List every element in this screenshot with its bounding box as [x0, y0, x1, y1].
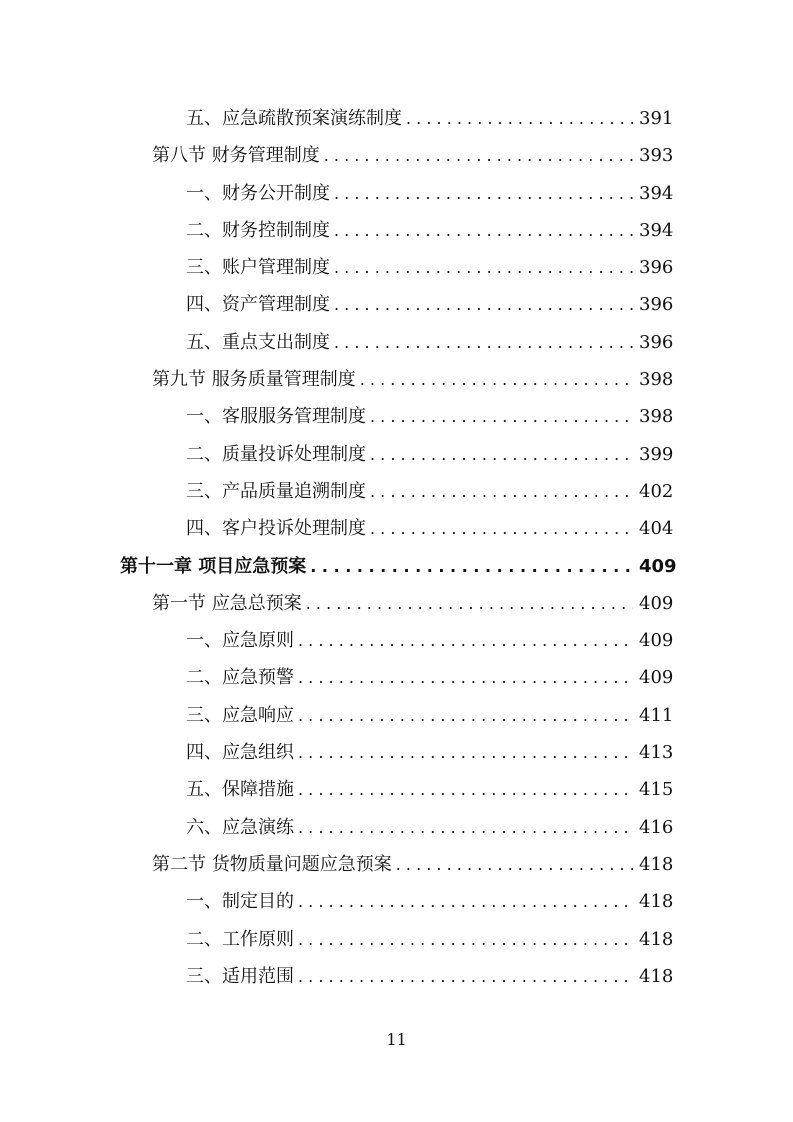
toc-entry-page-number: 398: [639, 406, 674, 428]
toc-entry[interactable]: [0, 398, 793, 435]
toc-dot-leader: [298, 921, 633, 958]
toc-entry-label: 四、应急组织: [186, 742, 294, 764]
toc-entry-page-number: 413: [639, 742, 674, 764]
toc-entry-label: 五、重点支出制度: [186, 331, 330, 353]
toc-entry[interactable]: [0, 249, 793, 286]
toc-entry[interactable]: [0, 846, 793, 883]
toc-entry-page-number: 418: [639, 928, 674, 950]
page-number: 11: [386, 1030, 407, 1049]
toc-entry-page-number: 404: [639, 518, 674, 540]
toc-entry-label: 四、客户投诉处理制度: [186, 518, 366, 540]
toc-dot-leader: [298, 659, 633, 696]
toc-dot-leader: [298, 622, 633, 659]
toc-dot-leader: [298, 958, 633, 995]
toc-entry-label: 一、应急原则: [186, 630, 294, 652]
toc-entry[interactable]: [0, 361, 793, 398]
toc-entry-label: 第九节 服务质量管理制度: [152, 369, 356, 391]
toc-dot-leader: [334, 324, 633, 361]
toc-entry-label: 第十一章 项目应急预案: [120, 555, 307, 577]
toc-entry-page-number: 393: [639, 145, 674, 167]
toc-entry-label: 一、制定目的: [186, 891, 294, 913]
toc-entry[interactable]: [0, 883, 793, 920]
toc-entry[interactable]: [0, 585, 793, 622]
toc-entry[interactable]: [0, 771, 793, 808]
toc-entry-label: 二、工作原则: [186, 928, 294, 950]
toc-entry[interactable]: [0, 436, 793, 473]
toc-entry-label: 一、财务公开制度: [186, 182, 330, 204]
toc-entry-label: 六、应急演练: [186, 816, 294, 838]
toc-entry-label: 第二节 货物质量问题应急预案: [152, 853, 392, 875]
toc-dot-leader: [370, 473, 633, 510]
toc-entry[interactable]: [0, 548, 793, 585]
toc-entry-label: 三、适用范围: [186, 965, 294, 987]
toc-dot-leader: [310, 548, 633, 585]
toc-entry[interactable]: [0, 921, 793, 958]
toc-entry-page-number: 398: [639, 369, 674, 391]
toc-entry-page-number: 409: [639, 667, 674, 689]
toc-dot-leader: [298, 734, 633, 771]
toc-entry-page-number: 396: [639, 257, 674, 279]
toc-dot-leader: [324, 137, 633, 174]
toc-entry-page-number: 396: [639, 294, 674, 316]
toc-entry-label: 一、客服服务管理制度: [186, 406, 366, 428]
toc-entry-page-number: 415: [639, 779, 674, 801]
toc-entry[interactable]: [0, 622, 793, 659]
toc-entry[interactable]: [0, 473, 793, 510]
toc-entry-page-number: 396: [639, 331, 674, 353]
toc-entry-page-number: 409: [639, 630, 674, 652]
toc-dot-leader: [306, 585, 633, 622]
toc-entry-page-number: 418: [639, 965, 674, 987]
toc-dot-leader: [360, 361, 633, 398]
toc-entry-label: 三、产品质量追溯制度: [186, 480, 366, 502]
toc-dot-leader: [370, 436, 633, 473]
toc-entry-label: 二、财务控制制度: [186, 219, 330, 241]
toc-entry-page-number: 418: [639, 853, 674, 875]
toc-dot-leader: [334, 249, 633, 286]
toc-entry[interactable]: [0, 958, 793, 995]
toc-entry-page-number: 394: [639, 182, 674, 204]
toc-entry[interactable]: [0, 510, 793, 547]
toc-entry-label: 二、应急预警: [186, 667, 294, 689]
toc-entry-label: 第一节 应急总预案: [152, 592, 302, 614]
toc-entry[interactable]: [0, 697, 793, 734]
toc-dot-leader: [298, 883, 633, 920]
toc-dot-leader: [334, 286, 633, 323]
toc-dot-leader: [334, 212, 633, 249]
toc-entry[interactable]: [0, 659, 793, 696]
toc-entry[interactable]: [0, 734, 793, 771]
toc-entry[interactable]: [0, 809, 793, 846]
toc-dot-leader: [406, 100, 633, 137]
toc-entry[interactable]: [0, 286, 793, 323]
toc-entry-page-number: 409: [639, 592, 674, 614]
toc-entry-label: 第八节 财务管理制度: [152, 145, 320, 167]
toc-dot-leader: [298, 771, 633, 808]
toc-entry-page-number: 411: [639, 704, 674, 726]
toc-entry[interactable]: [0, 324, 793, 361]
toc-dot-leader: [370, 510, 633, 547]
toc-dot-leader: [298, 697, 633, 734]
toc-entry-page-number: 402: [639, 480, 674, 502]
toc-entry-page-number: 418: [639, 891, 674, 913]
toc-entry-page-number: 409: [639, 555, 677, 577]
toc-entry-page-number: 391: [639, 108, 674, 129]
toc-dot-leader: [370, 398, 633, 435]
toc-entry-label: 五、应急疏散预案演练制度: [186, 108, 402, 129]
toc-entry[interactable]: [0, 212, 793, 249]
toc-entry-label: 二、质量投诉处理制度: [186, 443, 366, 465]
toc-entry-label: 四、资产管理制度: [186, 294, 330, 316]
toc-dot-leader: [396, 846, 633, 883]
table-of-contents: [0, 100, 793, 995]
toc-entry-page-number: 394: [639, 219, 674, 241]
toc-dot-leader: [298, 809, 633, 846]
toc-entry[interactable]: [0, 100, 793, 137]
toc-entry-label: 五、保障措施: [186, 779, 294, 801]
toc-entry-page-number: 399: [639, 443, 674, 465]
toc-entry-label: 三、账户管理制度: [186, 257, 330, 279]
toc-dot-leader: [334, 175, 633, 212]
toc-entry[interactable]: [0, 175, 793, 212]
toc-entry[interactable]: [0, 137, 793, 174]
toc-entry-label: 三、应急响应: [186, 704, 294, 726]
toc-entry-page-number: 416: [639, 816, 674, 838]
